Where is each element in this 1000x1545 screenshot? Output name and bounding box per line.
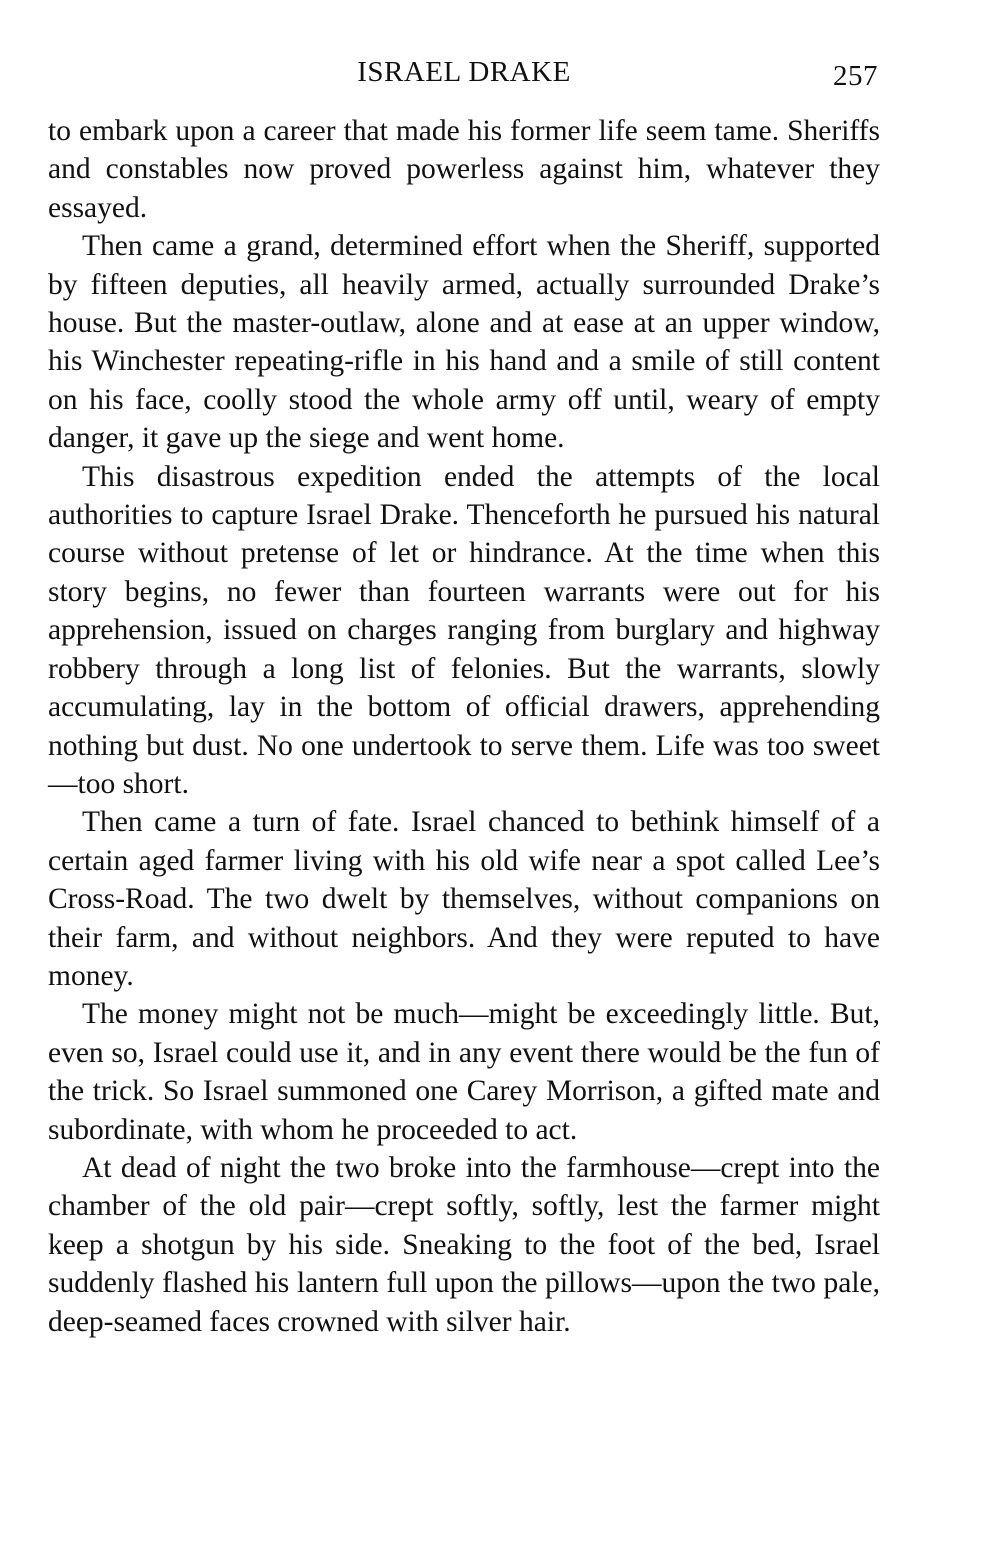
page-number: 257 — [833, 60, 878, 92]
running-title: ISRAEL DRAKE — [357, 56, 571, 88]
paragraph-farmhouse: At dead of night the two broke into the farmhouse—crept into the chamber of the old pair—crept softly, softly, lest the farmer might keep a shotgun by his side. Sneaking to the foot of the bed, Israel suddenly flashed his lantern full upon the pillows—upon the two pale, deep-seamed faces crowned with silver hair. — [48, 1151, 880, 1338]
paragraph-aged-farmer: Then came a turn of fate. Israel chanced to bethink himself of a certain aged farmer living with his old wife near a spot called Lee’s Cross-Road. The two dwelt by themselves, without companions on their farm, and without neighbors. And they were reputed to have money. — [48, 806, 880, 992]
paragraph-warrants: This disastrous expedition ended the attempts of the local authorities to capture Israel Drake. Thenceforth he pursued his natural course without pretense of let or hindrance. At the time when this story begins, no fewer than fourteen warrants were out for his apprehension, issued on charges ranging from burglary and highway robbery through a long list of felonies. But the warrants, slowly accumulating, lay in the bottom of official drawers, apprehending nothing but dust. No one undertook to serve them. Life was too sweet—too short. — [48, 460, 880, 800]
book-page — [48, 56, 880, 1341]
running-head — [48, 56, 880, 96]
paragraph-sheriff-siege: Then came a grand, determined effort when the Sheriff, supported by fifteen deputies, all heavily armed, actually surrounded Drake’s house. But the master-outlaw, alone and at ease at an upper window, his Winchester repeating-rifle in his hand and a smile of still content on his face, coolly stood the whole army off until, weary of empty danger, it gave up the siege and went home. — [48, 230, 880, 455]
body-text — [48, 112, 880, 1341]
paragraph-money: The money might not be much—might be exceedingly little. But, even so, Israel could use it, and in any event there would be the fun of the trick. So Israel summoned one Carey Morrison, a gifted mate and subordinate, with whom he proceeded to act. — [48, 998, 880, 1146]
paragraph-continuation: to embark upon a career that made his former life seem tame. Sheriffs and constables now proved powerless against him, whatever they essayed. — [48, 115, 880, 224]
